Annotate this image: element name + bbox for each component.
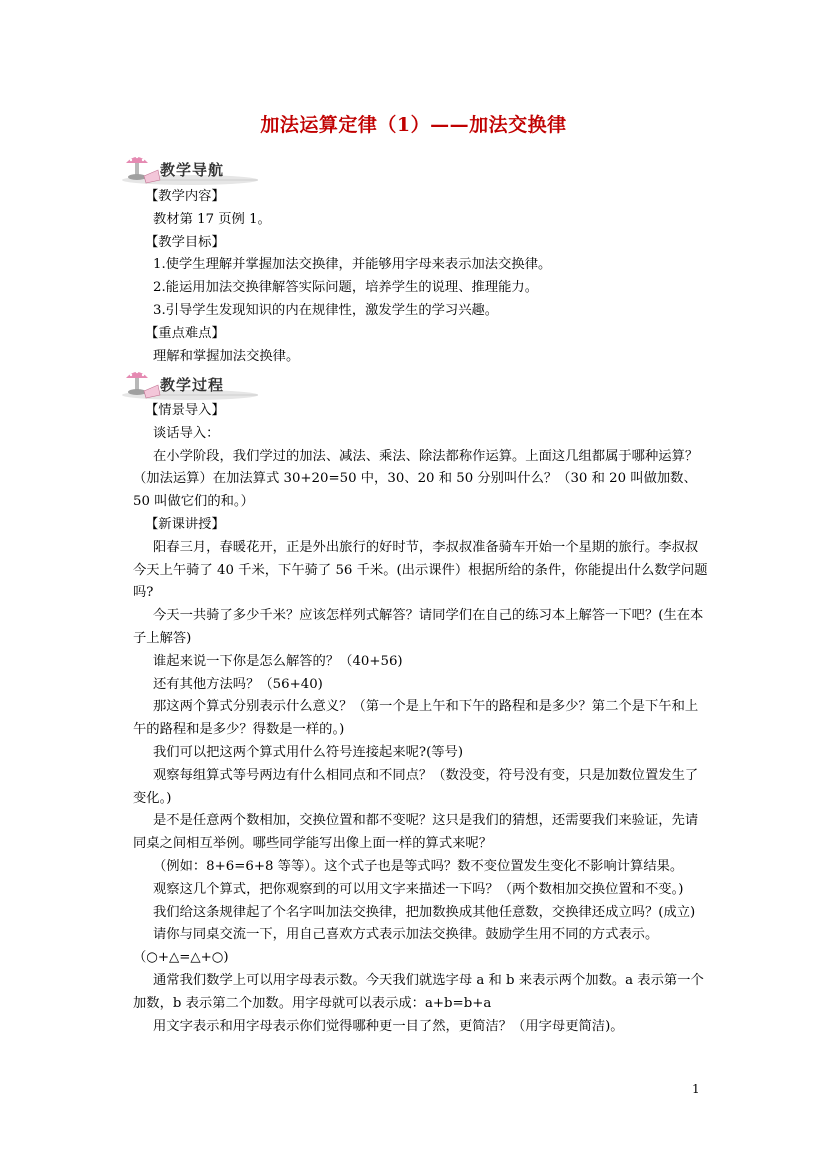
page-title: 加法运算定律（1）——加法交换律 — [260, 114, 567, 136]
section-heading: 【教学内容】 — [145, 189, 225, 204]
banner-label: 教学导航 — [160, 161, 225, 179]
paragraph: 那这两个算式分别表示什么意义？（第一个是上午和下午的路程和是多少？第二个是下午和上午的路程和是多少？得数是一样的。) — [133, 699, 699, 738]
paragraph: 谁起来说一下你是怎么解答的？（40+56) — [153, 653, 403, 669]
paragraph: 还有其他方法吗？（56+40) — [153, 676, 323, 692]
section-banner-nav — [120, 150, 260, 188]
paragraph: 请你与同桌交流一下，用自己喜欢方式表示加法交换律。鼓励学生用不同的方式表示。（○+△=△+○) — [133, 927, 659, 966]
paragraph: 用文字表示和用字母表示你们觉得哪种更一目了然，更简洁？（用字母更简洁)。 — [153, 1018, 624, 1034]
paragraph: 观察这几个算式，把你观察到的可以用文字来描述一下吗？（两个数相加交换位置和不变。) — [153, 881, 684, 897]
paragraph: 在小学阶段，我们学过的加法、减法、乘法、除法都称作运算。上面这几组都属于哪种运算？（加法运算）在加法算式 30+20=50 中，30、20 和 50 分别叫什么？（30 和 20 叫做加数、50 叫做它们的和。） — [133, 448, 699, 510]
paragraph: 今天一共骑了多少千米？应该怎样列式解答？请同学们在自己的练习本上解答一下吧？(生在本子上解答) — [133, 608, 704, 646]
section-heading: 【重点难点】 — [145, 325, 225, 341]
section-banner-process — [120, 365, 260, 403]
paragraph: （例如：8+6=6+8 等等）。这个式子也是等式吗？数不变位置发生变化不影响计算结果。 — [153, 858, 684, 874]
paragraph: 阳春三月，春暖花开，正是外出旅行的好时节，李叔叔准备骑车开始一个星期的旅行。李叔叔今天上午骑了 40 千米，下午骑了 56 千米。(出示课件）根据所给的条件，你能提出什么数学问题吗? — [133, 539, 708, 601]
paragraph: 我们给这条规律起了个名字叫加法交换律，把加数换成其他任意数，交换律还成立吗？(成立) — [153, 904, 696, 920]
paragraph: 教材第 17 页例 1。 — [153, 211, 271, 227]
paragraph: 是不是任意两个数相加，交换位置和都不变呢？这只是我们的猜想，还需要我们来验证，先请同桌之间相互举例。哪些同学能写出像上面一样的算式来呢？ — [133, 813, 699, 852]
teaching-process-section — [133, 400, 708, 1038]
section-heading: 【教学目标】 — [145, 234, 225, 250]
paragraph: 1.使学生理解并掌握加法交换律，并能够用字母来表示加法交换律。 — [153, 257, 552, 273]
paragraph: 通常我们数学上可以用字母表示数。今天我们就选字母 a 和 b 来表示两个加数。a 表示第一个加数，b 表示第二个加数。用字母就可以表示成：a+b=b+a — [133, 972, 704, 1011]
paragraph: 谈话导入： — [153, 425, 220, 441]
page-number: 1 — [692, 1082, 700, 1096]
paragraph: 3.引导学生发现知识的内在规律性，激发学生的学习兴趣。 — [153, 302, 499, 318]
paragraph: 观察每组算式等号两边有什么相同点和不同点？（数没变，符号没有变，只是加数位置发生了变化。) — [133, 767, 699, 806]
teaching-nav-section — [133, 186, 708, 368]
paragraph: 我们可以把这两个算式用什么符号连接起来呢?(等号) — [153, 744, 464, 760]
banner-label: 教学过程 — [160, 376, 225, 394]
section-heading: 【新课讲授】 — [145, 516, 225, 532]
paragraph: 2.能运用加法交换律解答实际问题，培养学生的说理、推理能力。 — [153, 280, 538, 296]
paragraph: 理解和掌握加法交换律。 — [153, 348, 300, 364]
section-heading: 【情景导入】 — [145, 403, 225, 418]
